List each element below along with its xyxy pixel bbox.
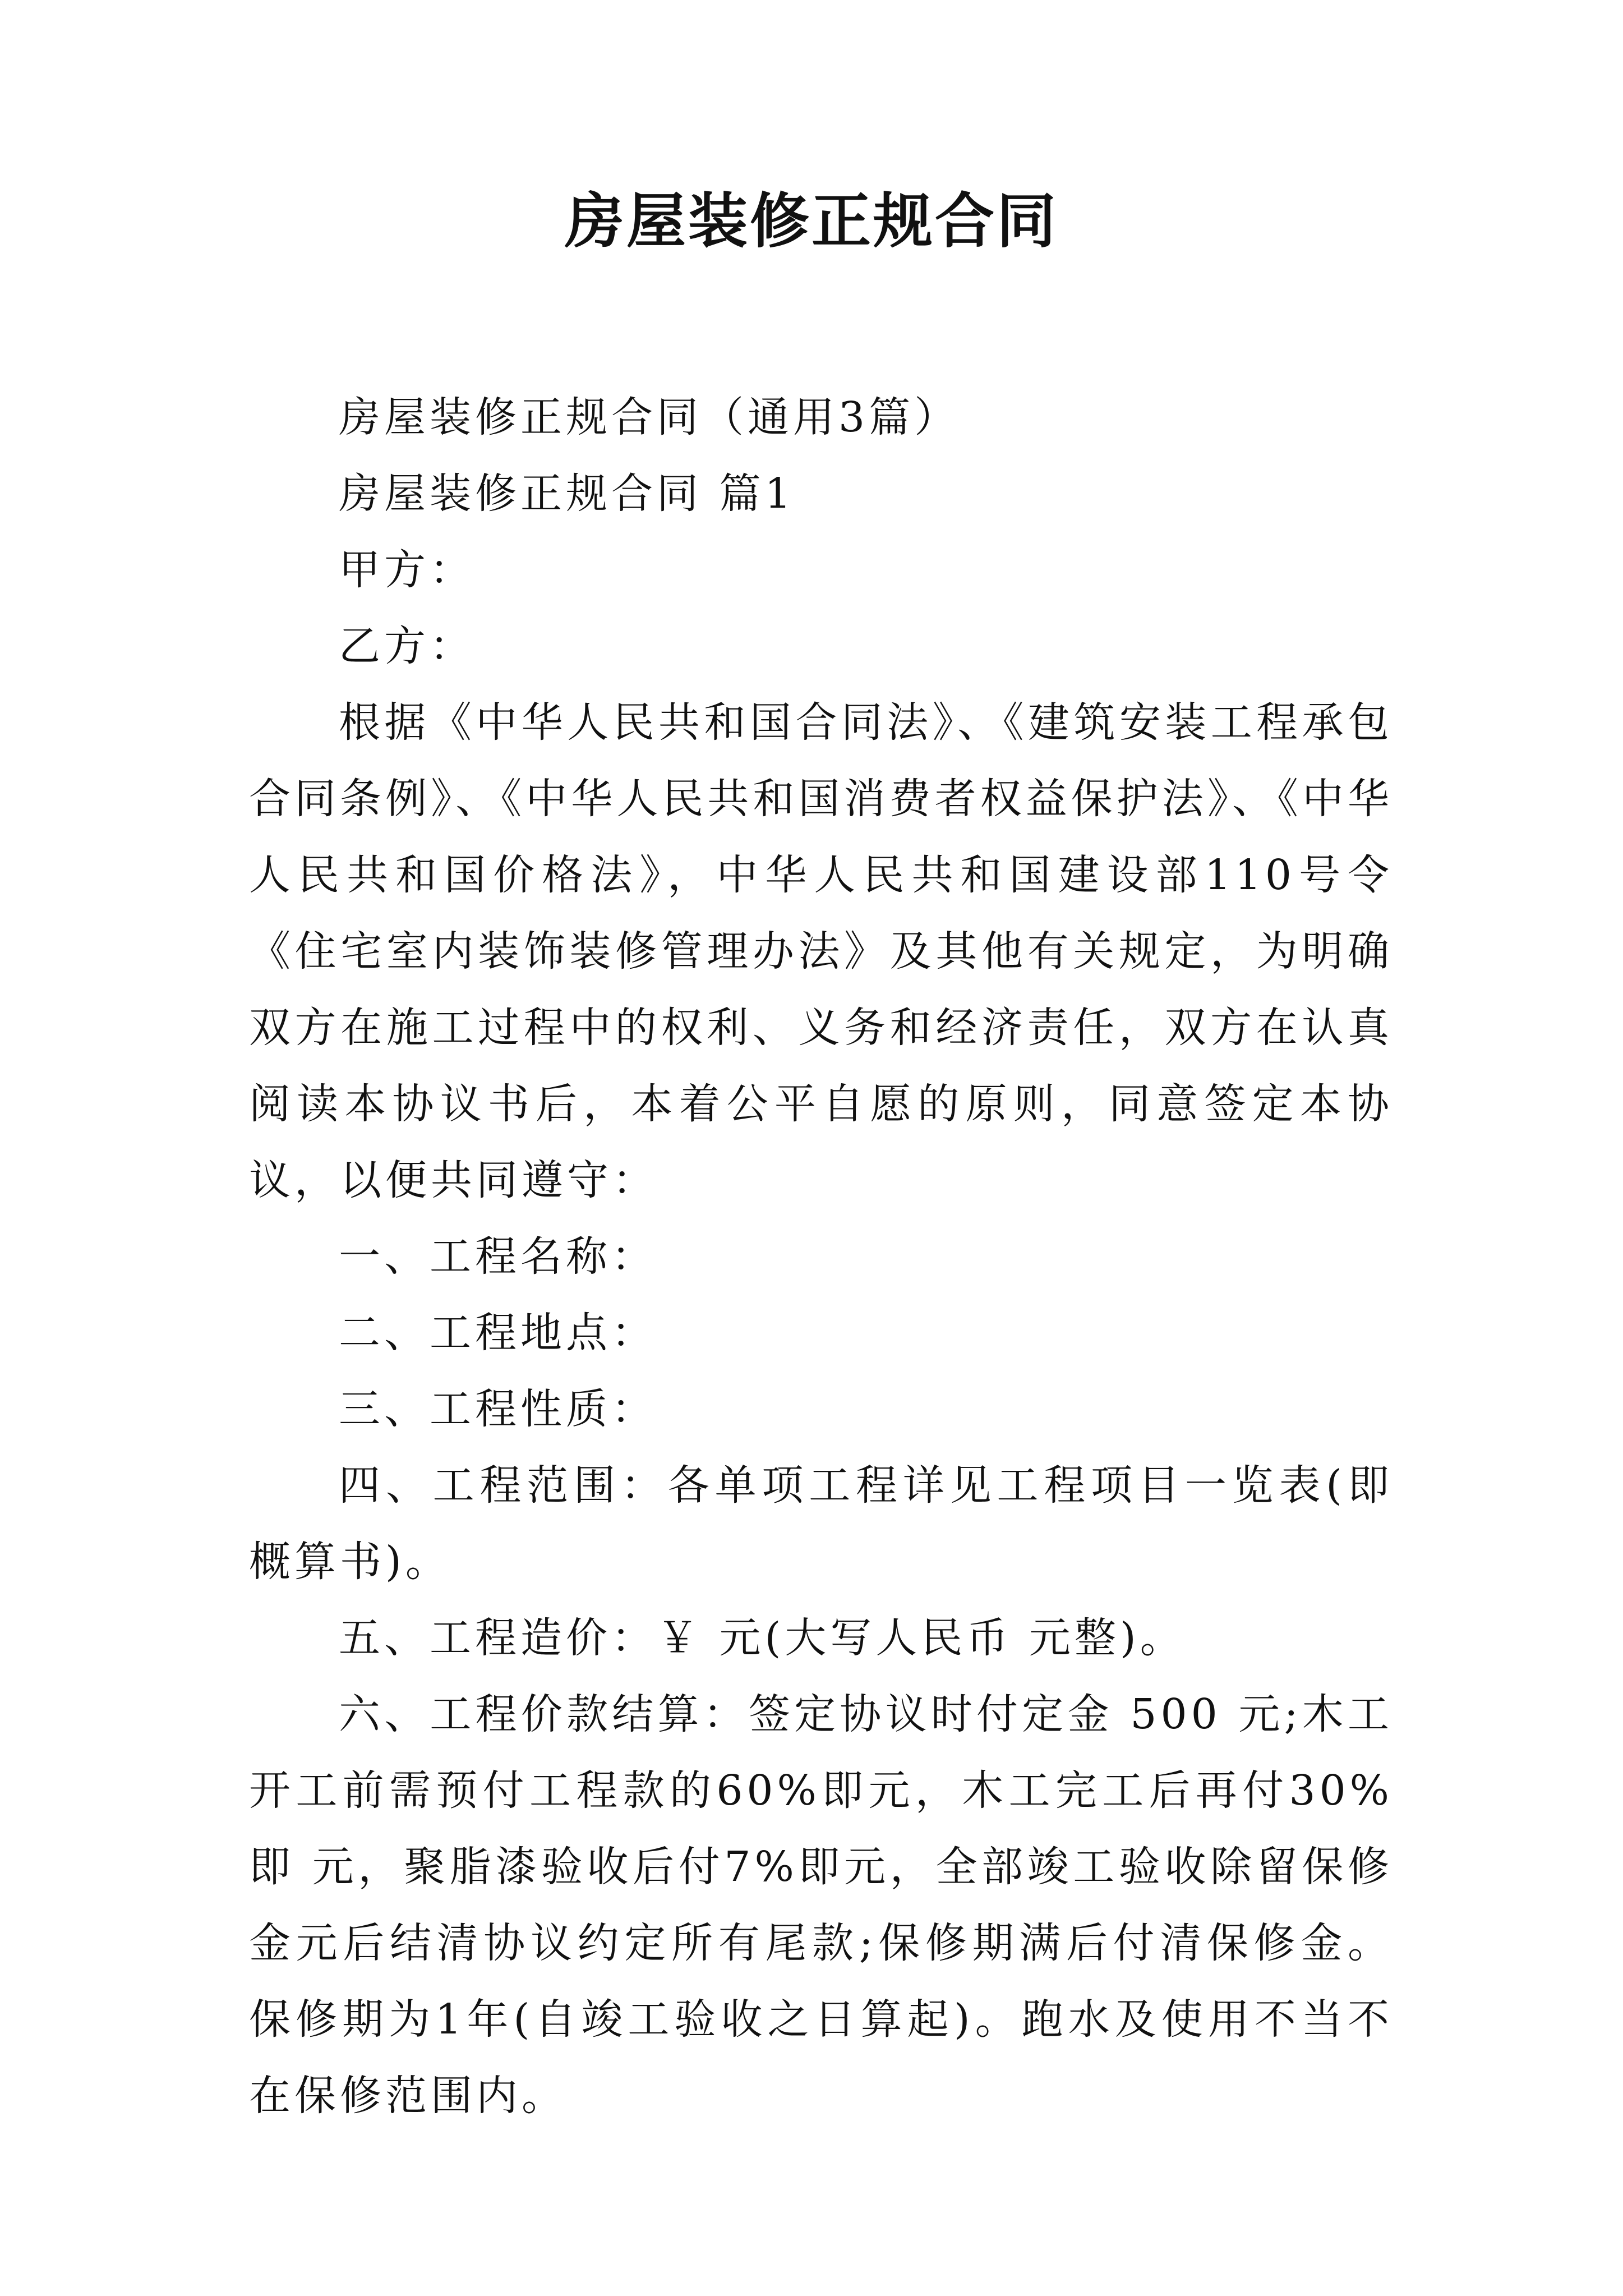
paragraph-project-cost: 五、工程造价：￥ 元(大写人民币 元整)。 [339,1614,1186,1662]
paragraph-party-b: 乙方： [339,622,475,670]
paragraph-project-scope: 四、工程范围：各单项工程详见工程项目一览表(即概算书)。 [249,1461,1393,1586]
paragraph-project-name: 一、工程名称： [339,1232,657,1281]
document-title: 房屋装修正规合同 [565,186,1058,256]
paragraph-project-location: 二、工程地点： [339,1309,657,1357]
paragraph-legal-basis: 根据《中华人民共和国合同法》、《建筑安装工程承包合同条例》、《中华人民共和国消费者权益保护法》、《中华人民共和国价格法》，中华人民共和国建设部110号令《住宅室内装饰装修管理办法》及其他有关规定，为明确双方在施工过程中的权利、义务和经济责任，双方在认真阅读本协议书后，本着公平自愿的原则，同意签定本协议，以便共同遵守： [249,698,1393,1204]
paragraph-project-nature: 三、工程性质： [339,1385,657,1433]
document-body [249,379,1393,2134]
paragraph-subtitle: 房屋装修正规合同（通用3篇） [339,393,960,441]
paragraph-section-heading: 房屋装修正规合同 篇1 [339,470,795,518]
paragraph-party-a: 甲方： [339,546,475,594]
paragraph-payment-settlement: 六、工程价款结算：签定协议时付定金 500 元;木工开工前需预付工程款的60%即元，木工完工后再付30%即 元，聚脂漆验收后付7%即元，全部竣工验收除留保修金元后结清协议约定所有尾款;保修期满后付清保修金。保修期为1年(自竣工验收之日算起)。跑水及使用不当不在保修范围内。 [249,1690,1393,2120]
